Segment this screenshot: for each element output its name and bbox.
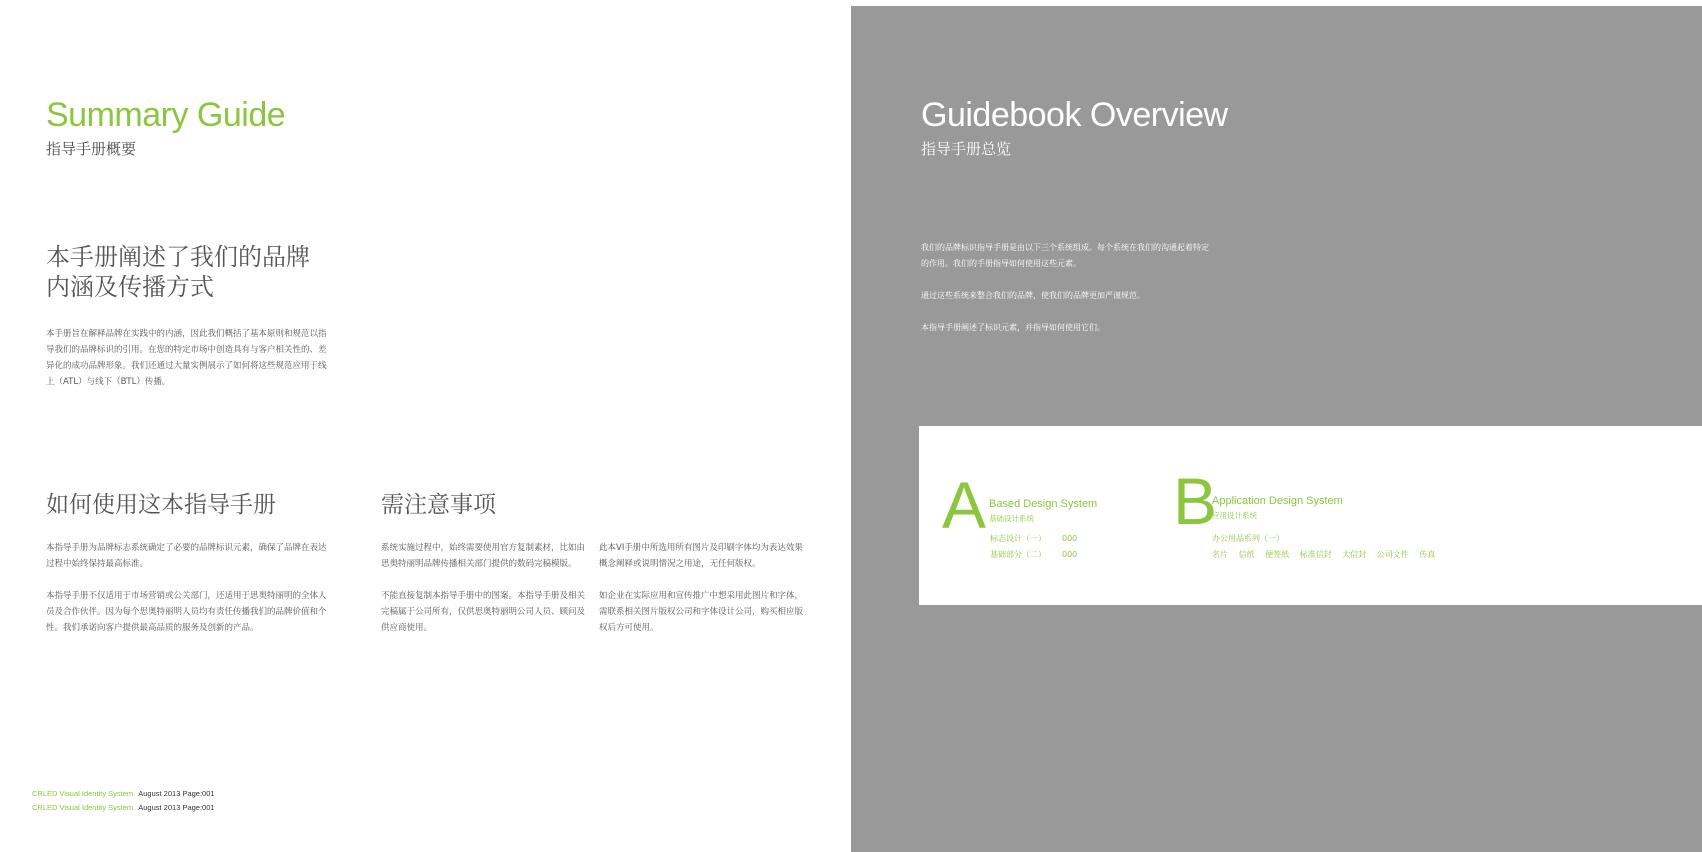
page-title-en: Summary Guide bbox=[46, 96, 286, 134]
overview-paragraph-3 bbox=[921, 320, 1105, 336]
system-b-item[interactable]: 信纸 bbox=[1238, 550, 1255, 559]
text-line: 本指导手册阐述了标识元素，并指导如何使用它们。 bbox=[921, 323, 1105, 332]
system-b-item[interactable]: 公司文件 bbox=[1376, 550, 1409, 559]
system-b-item[interactable]: 标准信封 bbox=[1299, 550, 1332, 559]
text-line: 此本VI手册中所选用所有图片及印刷字体均为表达效果 bbox=[599, 543, 803, 553]
overview-title-cn: 指导手册总览 bbox=[921, 140, 1012, 158]
intro-paragraph bbox=[46, 326, 327, 390]
overview-paragraph-1 bbox=[921, 240, 1209, 272]
text-line: 我们的品牌标识指导手册是由以下三个系统组成。每个系统在我们的沟通起着特定 bbox=[921, 243, 1209, 252]
footer-meta: August 2013 Page:001 bbox=[138, 789, 215, 798]
notes-heading: 需注意事项 bbox=[381, 492, 496, 518]
system-a-item-code: 000 bbox=[1062, 550, 1078, 559]
how-to-paragraph-2 bbox=[46, 588, 327, 636]
text-line: 性。我们承诺向客户提供最高品质的服务及创新的产品。 bbox=[46, 623, 259, 633]
systems-panel bbox=[919, 426, 1702, 605]
system-b-name: Application Design System bbox=[1212, 495, 1343, 507]
system-b-item[interactable]: 便签纸 bbox=[1265, 550, 1290, 559]
system-a-item-label: 标志设计（一） bbox=[990, 534, 1046, 543]
footer-brand: CRLED Visual Identity System. bbox=[32, 803, 136, 812]
notes-col1-paragraph-1 bbox=[381, 540, 585, 572]
text-line: 通过这些系统来整合我们的品牌，使我们的品牌更加严谨规范。 bbox=[921, 291, 1145, 300]
text-line: 权后方可使用。 bbox=[599, 623, 659, 633]
system-b-name-cn: 应用设计系统 bbox=[1212, 511, 1257, 520]
text-line: 导我们的品牌标识的引用。在您的特定市场中创造具有与客户相关性的、差 bbox=[46, 345, 327, 355]
system-a-name: Based Design System bbox=[989, 498, 1098, 510]
system-a-item[interactable] bbox=[990, 533, 1077, 544]
notes-col1-paragraph-2 bbox=[381, 588, 585, 636]
system-b-item[interactable]: 大信封 bbox=[1342, 550, 1367, 559]
footer-line bbox=[32, 803, 215, 812]
system-a-item-label: 基础部分（二） bbox=[990, 550, 1046, 559]
footer-meta: August 2013 Page:001 bbox=[138, 803, 215, 812]
text-line: 过程中始终保持最高标准。 bbox=[46, 559, 149, 569]
page-title-cn: 指导手册概要 bbox=[46, 140, 137, 158]
system-a-item-code: 000 bbox=[1062, 534, 1078, 543]
system-a-item[interactable] bbox=[990, 549, 1077, 560]
footer-line bbox=[32, 789, 215, 798]
text-line: 本手册旨在解释品牌在实践中的内涵，因此我们概括了基本原则和规范以指 bbox=[46, 329, 327, 339]
text-line: 需联系相关图片版权公司和字体设计公司，购买相应版 bbox=[599, 607, 804, 617]
text-line: 本指导手册不仅适用于市场营销或公关部门，还适用于思奥特丽明的全体人 bbox=[46, 591, 327, 601]
notes-col2-paragraph-1 bbox=[599, 540, 803, 572]
text-line: 系统实施过程中，始终需要使用官方复制素材，比如由 bbox=[381, 543, 586, 553]
text-line: 员及合作伙伴。因为每个思奥特丽明人员均有责任传播我们的品牌价值和个 bbox=[46, 607, 327, 617]
system-a-letter: A bbox=[942, 468, 987, 542]
system-b-item[interactable]: 名片 bbox=[1212, 550, 1228, 559]
system-b-item-header[interactable]: 办公用品系列（一） bbox=[1212, 534, 1284, 543]
right-page bbox=[851, 6, 1702, 852]
system-b-item[interactable]: 传真 bbox=[1419, 550, 1436, 559]
system-b-letter: B bbox=[1173, 464, 1218, 538]
text-line: 的作用。我们的手册指导如何使用这些元素。 bbox=[921, 259, 1081, 268]
text-line: 上（ATL）与线下（BTL）传播。 bbox=[46, 377, 171, 387]
text-line: 完稿属于公司所有，仅供思奥特丽明公司人员、顾问及 bbox=[381, 607, 586, 617]
text-line: 概念阐释或说明情况之用途，无任何版权。 bbox=[599, 559, 761, 569]
overview-title-en: Guidebook Overview bbox=[921, 96, 1228, 134]
notes-col2-paragraph-2 bbox=[599, 588, 803, 636]
footer-brand: CRLED Visual Identity System. bbox=[32, 789, 136, 798]
text-line: 思奥特丽明品牌传播相关部门提供的数码完稿模版。 bbox=[381, 559, 577, 569]
headline-line: 本手册阐述了我们的品牌 bbox=[46, 243, 310, 271]
headline-line: 内涵及传播方式 bbox=[46, 273, 214, 301]
system-a-name-cn: 基础设计系统 bbox=[989, 514, 1034, 523]
text-line: 本指导手册为品牌标志系统确定了必要的品牌标识元素，确保了品牌在表达 bbox=[46, 543, 327, 553]
text-line: 异化的成功品牌形象。我们还通过大量实例展示了如何将这些规范应用于线 bbox=[46, 361, 327, 371]
system-b-items bbox=[1212, 549, 1443, 560]
headline bbox=[46, 242, 346, 302]
how-to-heading: 如何使用这本指导手册 bbox=[46, 492, 276, 518]
how-to-paragraph-1 bbox=[46, 540, 327, 572]
overview-paragraph-2 bbox=[921, 288, 1145, 304]
text-line: 如企业在实际应用和宣传推广中想采用此图片和字体， bbox=[599, 591, 804, 601]
text-line: 供应商使用。 bbox=[381, 623, 433, 633]
text-line: 不能直接复制本指导手册中的图案。本指导手册及相关 bbox=[381, 591, 586, 601]
